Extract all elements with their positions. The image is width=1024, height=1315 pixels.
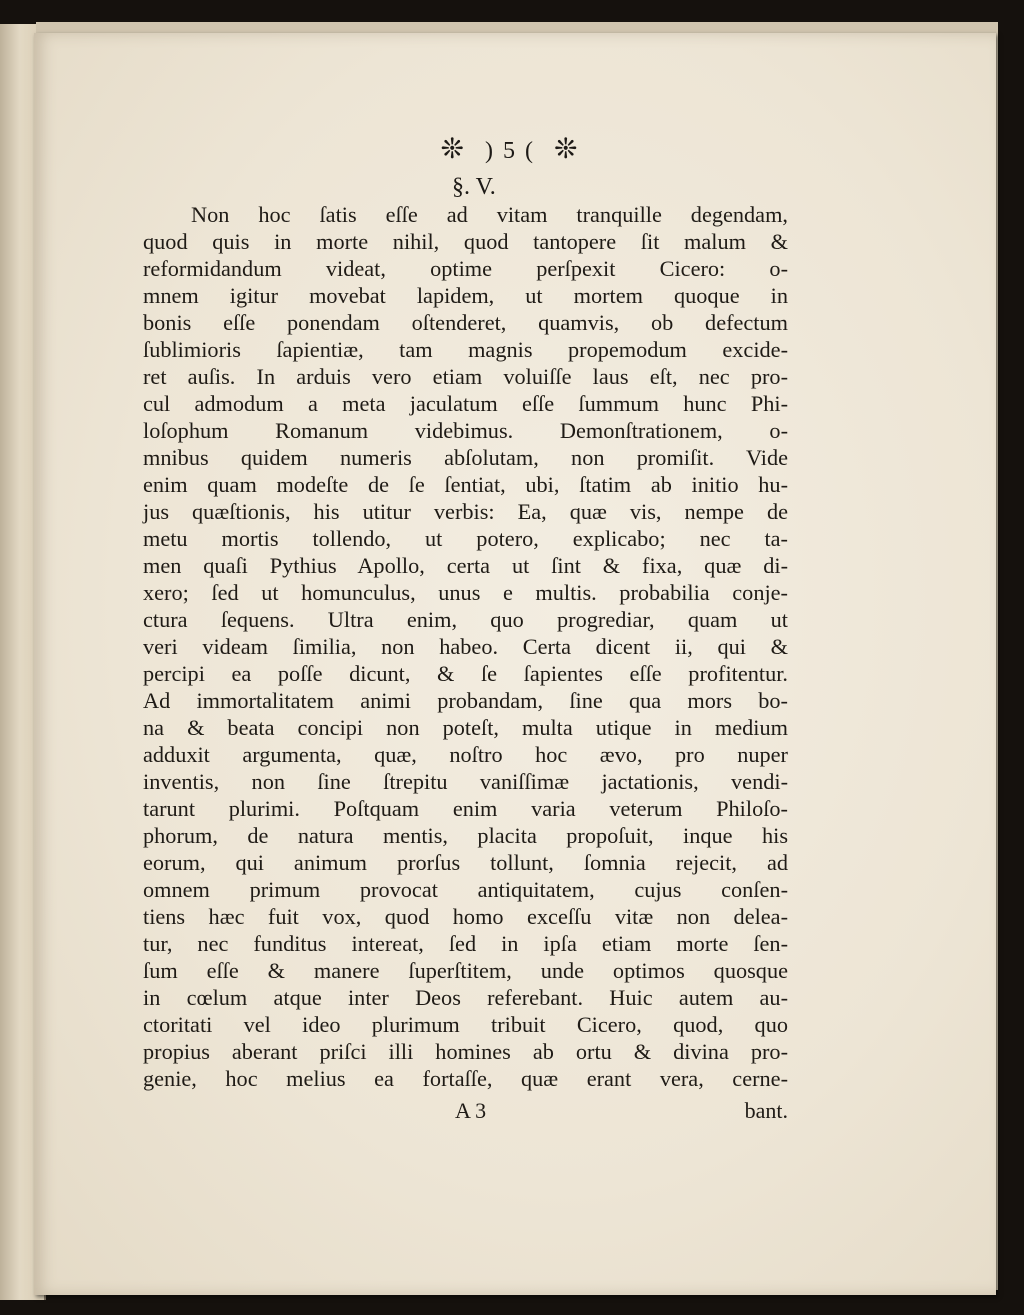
text-line: tur, nec funditus intereat, ſed in ipſa etiam morte ſen-: [143, 931, 788, 956]
text-line: na & beata concipi non poteſt, multa utique in medium: [143, 715, 788, 740]
text-line: adduxit argumenta, quæ, noſtro hoc ævo, pro nuper: [143, 742, 788, 767]
page-footer: [143, 1098, 788, 1126]
text-line: Ad immortalitatem animi probandam, ſine qua mors bo-: [143, 688, 788, 713]
text-line: cul admodum a meta jaculatum eſſe ſummum hunc Phi-: [143, 391, 788, 416]
text-line: metu mortis tollendo, ut potero, explicabo; nec ta-: [143, 526, 788, 551]
text-line: enim quam modeſte de ſe ſentiat, ubi, ſtatim ab initio hu-: [143, 472, 788, 497]
signature-mark: A 3: [455, 1098, 487, 1123]
text-line: genie, hoc melius ea fortaſſe, quæ erant vera, cerne-: [143, 1066, 788, 1091]
text-line: jus quæſtionis, his utitur verbis: Ea, quæ vis, nempe de: [143, 499, 788, 524]
text-line: mnibus quidem numeris abſolutam, non promiſit. Vide: [143, 445, 788, 470]
text-line: ctura ſequens. Ultra enim, quo progrediar, quam ut: [143, 607, 788, 632]
page-number: ) 5 (: [485, 138, 535, 164]
text-line: propius aberant priſci illi homines ab ortu & divina pro-: [143, 1039, 788, 1064]
text-line: eorum, qui animum prorſus tollunt, ſomnia rejecit, ad: [143, 850, 788, 875]
text-line: mnem igitur movebat lapidem, ut mortem quoque in: [143, 283, 788, 308]
text-line: tiens hæc fuit vox, quod homo exceſſu vitæ non delea-: [143, 904, 788, 929]
text-line: quod quis in morte nihil, quod tantopere ſit malum &: [143, 229, 788, 254]
ornament-left-icon: ❊: [440, 134, 466, 165]
text-line: loſophum Romanum videbimus. Demonſtrationem, o-: [143, 418, 788, 443]
text-line: ſublimioris ſapientiæ, tam magnis propemodum excide-: [143, 337, 788, 362]
text-line: omnem primum provocat antiquitatem, cujus conſen-: [143, 877, 788, 902]
text-line: ctoritati vel ideo plurimum tribuit Cicero, quod, quo: [143, 1012, 788, 1037]
text-line: Non hoc ſatis eſſe ad vitam tranquille degendam,: [191, 202, 788, 227]
text-line: in cœlum atque inter Deos referebant. Huic autem au-: [143, 985, 788, 1010]
ornament-right-icon: ❊: [553, 134, 580, 165]
text-line: men quaſi Pythius Apollo, certa ut ſint & fixa, quæ di-: [143, 553, 788, 578]
text-line: percipi ea poſſe dicunt, & ſe ſapientes eſſe profitentur.: [143, 661, 788, 686]
section-heading: §. V.: [452, 174, 496, 200]
text-line: ſum eſſe & manere ſuperſtitem, unde optimos quosque: [143, 958, 788, 983]
catchword: bant.: [744, 1098, 788, 1123]
text-line: phorum, de natura mentis, placita propoſuit, inque his: [143, 823, 788, 848]
running-header: [300, 132, 720, 166]
text-line: ret auſis. In arduis vero etiam voluiſſe laus eſt, nec pro-: [143, 364, 788, 389]
text-line: tarunt plurimi. Poſtquam enim varia veterum Philoſo-: [143, 796, 788, 821]
text-line: bonis eſſe ponendam oſtenderet, quamvis, ob defectum: [143, 310, 788, 335]
body-text: [143, 201, 788, 1092]
text-line: inventis, non ſine ſtrepitu vaniſſimæ jactationis, vendi-: [143, 769, 788, 794]
text-line: reformidandum videat, optime perſpexit Cicero: o-: [143, 256, 788, 281]
text-line: veri videam ſimilia, non habeo. Certa dicent ii, qui &: [143, 634, 788, 659]
text-line: xero; ſed ut homunculus, unus e multis. probabilia conje-: [143, 580, 788, 605]
